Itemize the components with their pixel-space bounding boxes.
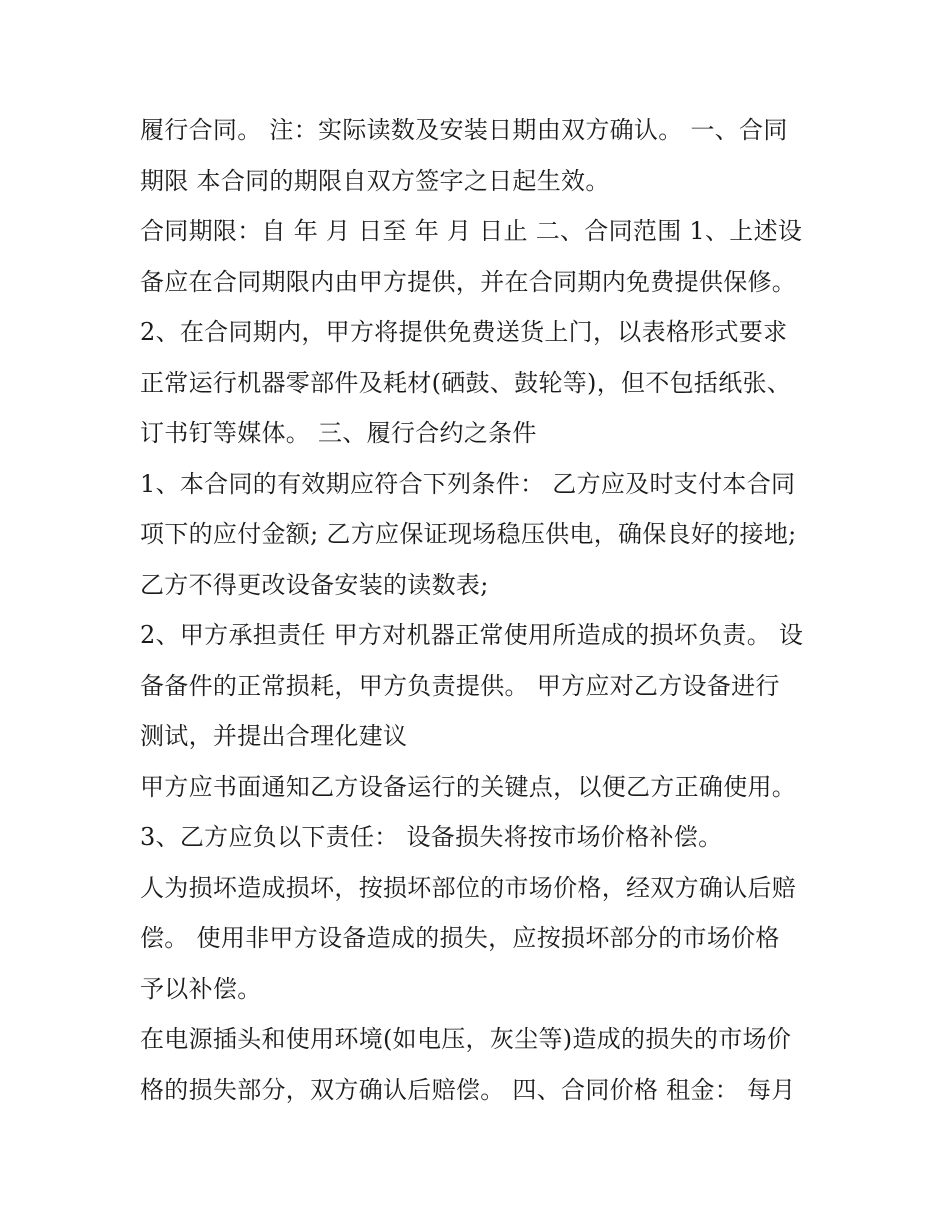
text-line: 偿。 使用非甲方设备造成的损失，应按损坏部分的市场价格 <box>140 924 780 952</box>
text-line: 履行合同。 注：实际读数及安装日期由双方确认。 一、合同 <box>140 116 788 144</box>
text-line: 订书钉等媒体。 三、履行合约之条件 <box>140 419 537 447</box>
text-line: 在电源插头和使用环境(如电压，灰尘等)造成的损失的市场价 <box>140 1025 792 1053</box>
text-line: 正常运行机器零部件及耗材(硒鼓、鼓轮等)，但不包括纸张、 <box>140 368 792 397</box>
text-line: 备备件的正常损耗，甲方负责提供。 甲方应对乙方设备进行 <box>140 671 780 700</box>
text-line: 乙方不得更改设备安装的读数表; <box>140 570 489 599</box>
text-line: 2、在合同期内，甲方将提供免费送货上门，以表格形式要求 <box>140 318 788 346</box>
text-line: 予以补偿。 <box>140 974 262 1003</box>
text-line: 项下的应付金额; 乙方应保证现场稳压供电，确保良好的接地; <box>140 520 797 548</box>
text-line: 合同期限：自 年 月 日至 年 月 日止 二、合同范围 1、上述设 <box>140 217 803 245</box>
text-line: 甲方应书面通知乙方设备运行的关键点，以便乙方正确使用。 <box>140 772 797 801</box>
text-line: 测试，并提出合理化建议 <box>140 722 408 750</box>
text-line: 格的损失部分，双方确认后赔偿。 四、合同价格 租金： 每月 <box>140 1075 796 1104</box>
text-line: 2、甲方承担责任 甲方对机器正常使用所造成的损坏负责。 设 <box>140 621 804 649</box>
text-line: 1、本合同的有效期应符合下列条件： 乙方应及时支付本合同 <box>140 469 796 498</box>
text-line: 备应在合同期限内由甲方提供，并在合同期内免费提供保修。 <box>140 267 797 296</box>
text-line: 期限 本合同的期限自双方签字之日起生效。 <box>140 166 610 195</box>
text-line: 3、乙方应负以下责任： 设备损失将按市场价格补偿。 <box>140 823 723 851</box>
text-line: 人为损坏造成损坏，按损坏部位的市场价格，经双方确认后赔 <box>140 873 797 902</box>
document-body <box>140 105 820 1115</box>
